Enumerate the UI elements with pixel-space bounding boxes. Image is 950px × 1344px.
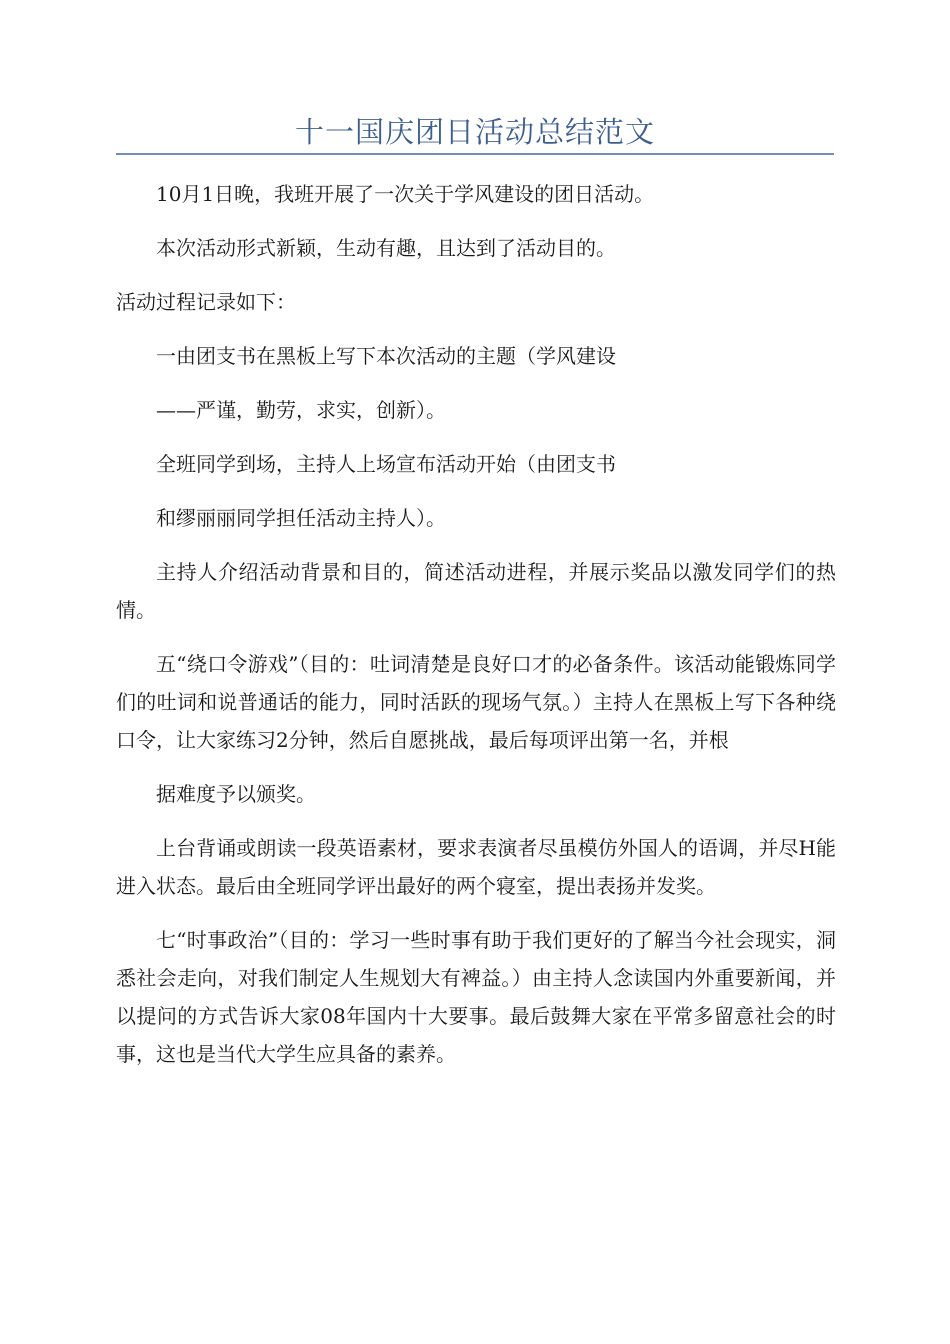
- paragraph-7: 和缪丽丽同学担任活动主持人）。: [156, 506, 446, 530]
- paragraph-5: ——严谨，勤劳，求实，创新）。: [156, 398, 446, 422]
- paragraph-2: 本次活动形式新颖，生动有趣，且达到了活动目的。: [156, 236, 616, 260]
- paragraph-1: 10月1日晚，我班开展了一次关于学风建设的团日活动。: [156, 182, 655, 206]
- paragraph-12: 七“时事政治”（目的：学习一些时事有助于我们更好的了解当今社会现实，洞悉社会走向，对我们制定人生规划大有裨益。）由主持人念读国内外重要新闻，并以提问的方式告诉大家08年国内十大要事。最后鼓舞大家在平常多留意社会的时事，这也是当代大学生应具备的素养。: [116, 928, 836, 1066]
- document-title: 十一国庆团日活动总结范文: [294, 115, 655, 149]
- paragraph-11: 上台背诵或朗读一段英语素材，要求表演者尽虽模仿外国人的语调，并尽H能进入状态。最后由全班同学评出最好的两个寝室，提出表扬并发奖。: [116, 836, 836, 898]
- paragraph-6: 全班同学到场，主持人上场宣布活动开始（由团支书: [156, 452, 616, 476]
- document-body: [116, 175, 836, 1089]
- paragraph-9: 五“绕口令游戏”（目的：吐词清楚是良好口才的必备条件。该活动能锻炼同学们的吐词和说普通话的能力，同时活跃的现场气氛。）主持人在黑板上写下各种绕口令，让大家练习2分钟，然后自愿挑战，最后每项评出第一名，并根: [116, 652, 836, 752]
- paragraph-4: 一由团支书在黑板上写下本次活动的主题（学风建设: [156, 344, 616, 368]
- paragraph-8: 主持人介绍活动背景和目的，简述活动进程，并展示奖品以激发同学们的热情。: [116, 560, 836, 622]
- paragraph-3: 活动过程记录如下：: [116, 290, 296, 314]
- paragraph-10: 据难度予以颁奖。: [156, 782, 316, 806]
- title-underline: [116, 153, 834, 155]
